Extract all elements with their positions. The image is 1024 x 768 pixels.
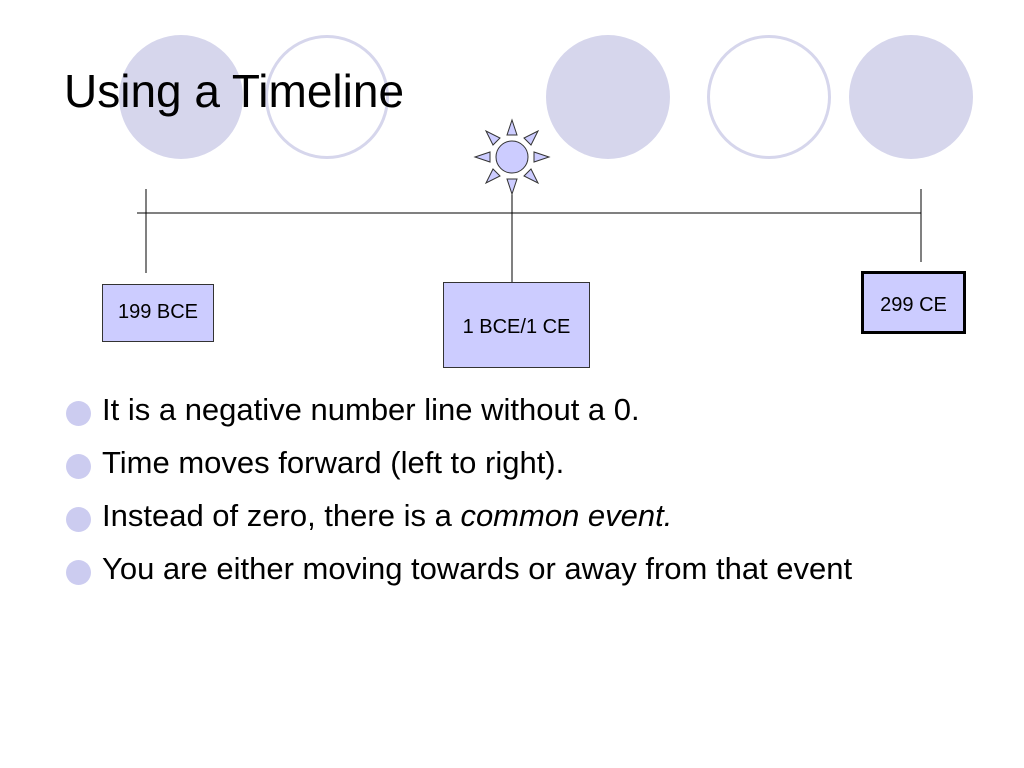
bullet-list bbox=[66, 392, 986, 604]
bullet-icon bbox=[66, 560, 91, 585]
date-box-199-bce bbox=[102, 284, 214, 342]
date-label: 1 BCE/1 CE bbox=[462, 316, 571, 338]
bullet-emphasis: common event. bbox=[460, 498, 673, 533]
bullet-icon bbox=[66, 507, 91, 532]
bullet-icon bbox=[66, 401, 91, 426]
bullet-item bbox=[66, 445, 986, 481]
sun-icon bbox=[475, 120, 549, 194]
bullet-item bbox=[66, 392, 986, 428]
slide-title: Using a Timeline bbox=[64, 65, 405, 117]
bullet-icon bbox=[66, 454, 91, 479]
bullet-text: You are either moving towards or away from that event bbox=[102, 551, 853, 586]
bullet-text: Time moves forward (left to right). bbox=[102, 445, 565, 480]
date-box-1-bce-1-ce bbox=[443, 282, 590, 368]
bullet-text: It is a negative number line without a 0. bbox=[102, 392, 640, 427]
date-box-299-ce bbox=[861, 271, 966, 334]
bullet-text: Instead of zero, there is a bbox=[102, 498, 461, 533]
bullet-item bbox=[66, 551, 986, 587]
date-label: 299 CE bbox=[880, 294, 947, 316]
bullet-item bbox=[66, 498, 986, 534]
date-label: 199 BCE bbox=[117, 301, 199, 323]
